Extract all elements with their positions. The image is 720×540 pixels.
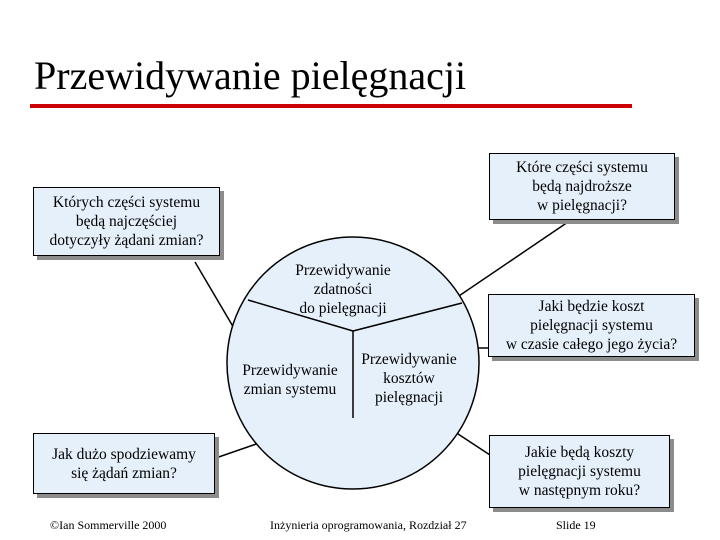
- footer-course: Inżynieria oprogramowania, Rozdział 27: [270, 518, 467, 532]
- slide-title: Przewidywanie pielęgnacji: [34, 53, 467, 98]
- footer-copyright: ©Ian Sommerville 2000: [50, 518, 167, 532]
- question-box-expected-requests: [33, 433, 215, 494]
- question-box-change-requests-parts: [33, 187, 220, 256]
- question-lifetime-cost: Jaki będzie koszt pielęgnacji systemu w czasie całego jego życia?: [505, 298, 678, 353]
- question-expected-requests: Jak dużo spodziewamy się żądań zmian?: [52, 445, 196, 482]
- connector-bottom-left: [210, 442, 262, 460]
- segment-system-changes: Przewidywanie zmian systemu: [242, 362, 338, 398]
- footer-slide-number: Slide 19: [556, 518, 596, 532]
- question-costliest-parts: Które części systemu będą najdroższe w pielęgnacji?: [516, 159, 648, 214]
- question-box-lifetime-cost: [488, 294, 695, 357]
- segment-maintainability: Przewidywanie zdatności do pielęgnacji: [295, 262, 391, 317]
- question-box-next-year-cost: [489, 435, 670, 508]
- connector-top-right: [450, 222, 568, 302]
- segment-maintenance-costs: Przewidywanie kosztów pielęgnacji: [361, 351, 457, 406]
- question-next-year-cost: Jakie będą koszty pielęgnacji systemu w następnym roku?: [518, 444, 641, 499]
- question-box-costliest-parts: [489, 153, 675, 220]
- question-change-requests-parts: Których części systemu będą najczęściej dotyczyły żądani zmian?: [49, 194, 204, 249]
